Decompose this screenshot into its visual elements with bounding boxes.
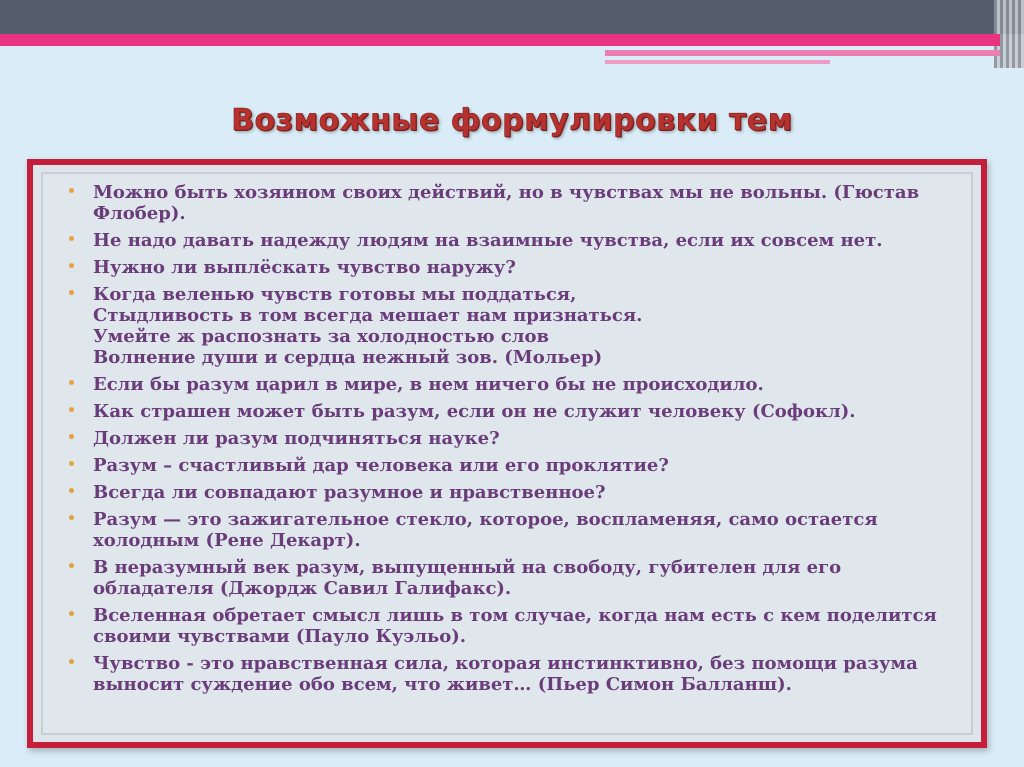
list-item-text: Нужно ли выплёскать чувство наружу? [93, 257, 516, 278]
topic-list [65, 182, 985, 701]
list-item-text: Волнение души и сердца нежный зов. (Мольер) [93, 347, 603, 368]
pink-accent-line [605, 50, 1000, 56]
content-frame [27, 159, 987, 748]
bullet-icon: • [67, 184, 76, 200]
list-item [65, 653, 985, 695]
bullet-icon: • [67, 484, 76, 500]
bullet-icon: • [67, 457, 76, 473]
bullet-icon: • [67, 511, 76, 527]
list-item-text: Чувство - это нравственная сила, которая инстинктивно, без помощи разума [93, 653, 918, 674]
content-panel [41, 172, 973, 735]
bullet-icon: • [67, 403, 76, 419]
bullet-icon: • [67, 376, 76, 392]
list-item [65, 230, 985, 251]
list-item-text: В неразумный век разум, выпущенный на свободу, губителен для его [93, 557, 842, 578]
bullet-icon: • [67, 286, 76, 302]
bullet-icon: • [67, 232, 76, 248]
bullet-icon: • [67, 655, 76, 671]
bullet-icon: • [67, 259, 76, 275]
bullet-icon: • [67, 430, 76, 446]
pink-accent-band [0, 34, 1000, 46]
list-item-text: Если бы разум царил в мире, в нем ничего бы не происходило. [93, 374, 764, 395]
list-item-text: Когда веленью чувств готовы мы поддаться, [93, 284, 577, 305]
list-item [65, 374, 985, 395]
list-item [65, 482, 985, 503]
list-item [65, 428, 985, 449]
list-item [65, 284, 985, 368]
list-item [65, 509, 985, 551]
bullet-icon: • [67, 559, 76, 575]
list-item-text: Умейте ж распознать за холодностью слов [93, 326, 549, 347]
list-item-text: Должен ли разум подчиняться науке? [93, 428, 500, 449]
list-item-text: своими чувствами (Пауло Куэльо). [93, 626, 467, 647]
list-item-text: Можно быть хозяином своих действий, но в чувствах мы не вольны. (Гюстав [93, 182, 920, 203]
list-item [65, 401, 985, 422]
list-item [65, 182, 985, 224]
slide-title: Возможные формулировки тем [231, 103, 793, 138]
list-item [65, 605, 985, 647]
list-item-text: холодным (Рене Декарт). [93, 530, 361, 551]
list-item-text: Флобер). [93, 203, 186, 224]
bullet-icon: • [67, 607, 76, 623]
list-item-text: Как страшен может быть разум, если он не служит человеку (Софокл). [93, 401, 856, 422]
list-item-text: Вселенная обретает смысл лишь в том случае, когда нам есть с кем поделится [93, 605, 937, 626]
list-item-text: выносит суждение обо всем, что живет… (Пьер Симон Балланш). [93, 674, 792, 695]
list-item-text: обладателя (Джордж Савил Галифакс). [93, 578, 512, 599]
list-item [65, 257, 985, 278]
list-item-text: Всегда ли совпадают разумное и нравственное? [93, 482, 606, 503]
list-item [65, 557, 985, 599]
list-item-text: Разум – счастливый дар человека или его проклятие? [93, 455, 669, 476]
list-item-text: Разум — это зажигательное стекло, которое, воспламеняя, само остается [93, 509, 878, 530]
list-item [65, 455, 985, 476]
top-decorative-bar [0, 0, 1024, 34]
pink-accent-line-short [605, 60, 830, 64]
list-item-text: Стыдливость в том всегда мешает нам признаться. [93, 305, 643, 326]
list-item-text: Не надо давать надежду людям на взаимные чувства, если их совсем нет. [93, 230, 883, 251]
